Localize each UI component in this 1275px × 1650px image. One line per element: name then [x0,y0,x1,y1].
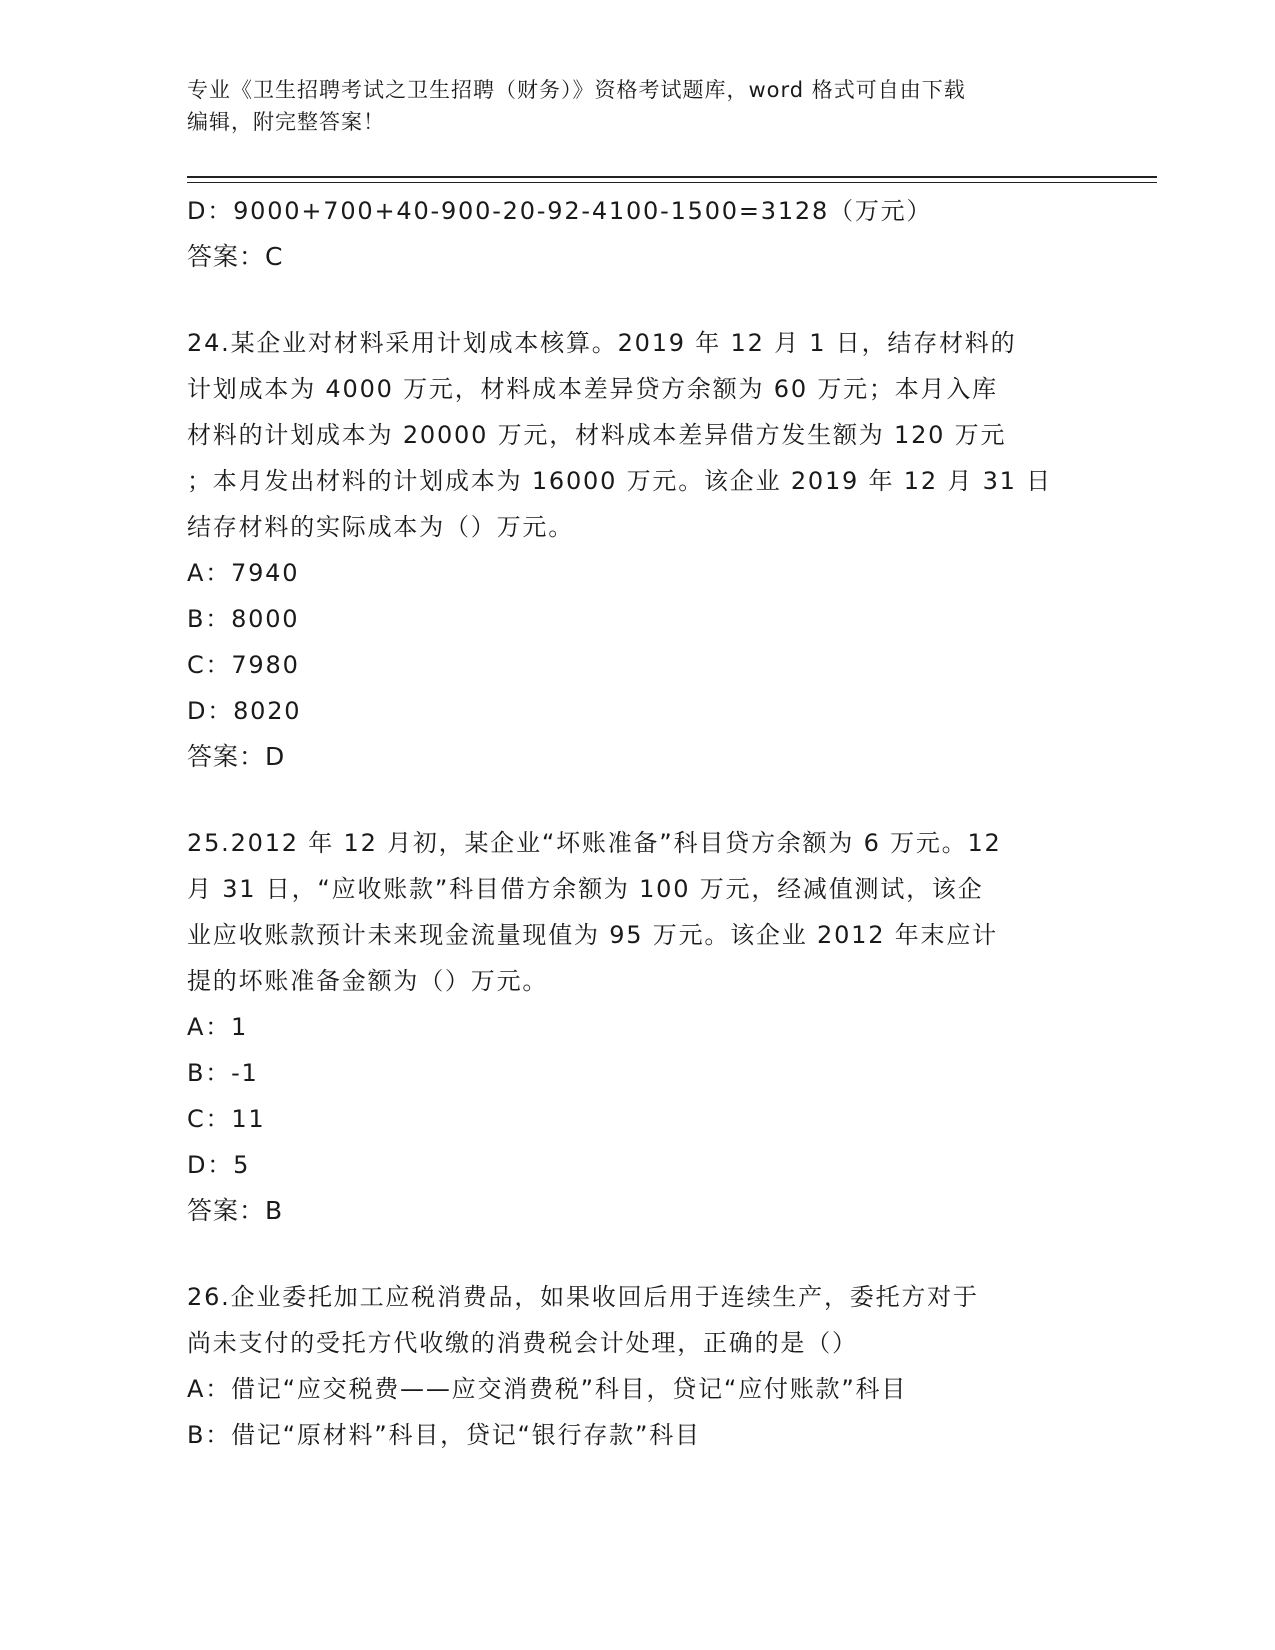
header-title-line-2: 编辑，附完整答案！ [187,110,385,134]
previous-question-tail [187,188,1087,280]
document-body [187,188,1087,1458]
answer-line: 答案：B [187,1196,284,1225]
header-title-line-1: 专业《卫生招聘考试之卫生招聘（财务）》资格考试题库，word 格式可自由下载 [187,78,966,102]
header-divider-thick [187,176,1157,178]
option-b: B：借记“原材料”科目，贷记“银行存款”科目 [187,1421,701,1449]
question-text-line: 尚未支付的受托方代收缴的消费税会计处理，正确的是（） [187,1329,858,1357]
option-d: D：9000+700+40-900-20-92-4100-1500=3128（万元） [187,197,933,225]
question-text-line: 26.企业委托加工应税消费品，如果收回后用于连续生产，委托方对于 [187,1283,979,1311]
header-divider-thin [187,182,1157,183]
option-c: C：7980 [187,651,300,679]
spacer [187,1234,1087,1274]
question-text-line: 月 31 日，“应收账款”科目借方余额为 100 万元，经减值测试，该企 [187,875,984,903]
option-a: A：7940 [187,559,300,587]
spacer [187,280,1087,320]
question-26 [187,1274,1087,1458]
answer-line: 答案：C [187,242,284,271]
option-b: B：-1 [187,1059,259,1087]
option-b: B：8000 [187,605,300,633]
option-a: A：1 [187,1013,249,1041]
question-text-line: 材料的计划成本为 20000 万元，材料成本差异借方发生额为 120 万元 [187,421,1007,449]
question-text-line: 25.2012 年 12 月初，某企业“坏账准备”科目贷方余额为 6 万元。12 [187,829,1002,857]
spacer [187,780,1087,820]
question-25 [187,820,1087,1234]
option-c: C：11 [187,1105,266,1133]
question-24 [187,320,1087,780]
option-a: A：借记“应交税费——应交消费税”科目，贷记“应付账款”科目 [187,1375,908,1403]
document-header [187,74,1067,138]
answer-line: 答案：D [187,742,286,771]
question-text-line: 业应收账款预计未来现金流量现值为 95 万元。该企业 2012 年末应计 [187,921,998,949]
question-text-line: 结存材料的实际成本为（）万元。 [187,513,574,541]
question-text-line: 24.某企业对材料采用计划成本核算。2019 年 12 月 1 日，结存材料的 [187,329,1017,357]
question-text-line: 计划成本为 4000 万元，材料成本差异贷方余额为 60 万元；本月入库 [187,375,998,403]
option-d: D：5 [187,1151,251,1179]
question-text-line: ；本月发出材料的计划成本为 16000 万元。该企业 2019 年 12 月 31 日 [187,467,1052,495]
question-text-line: 提的坏账准备金额为（）万元。 [187,967,549,995]
option-d: D：8020 [187,697,302,725]
